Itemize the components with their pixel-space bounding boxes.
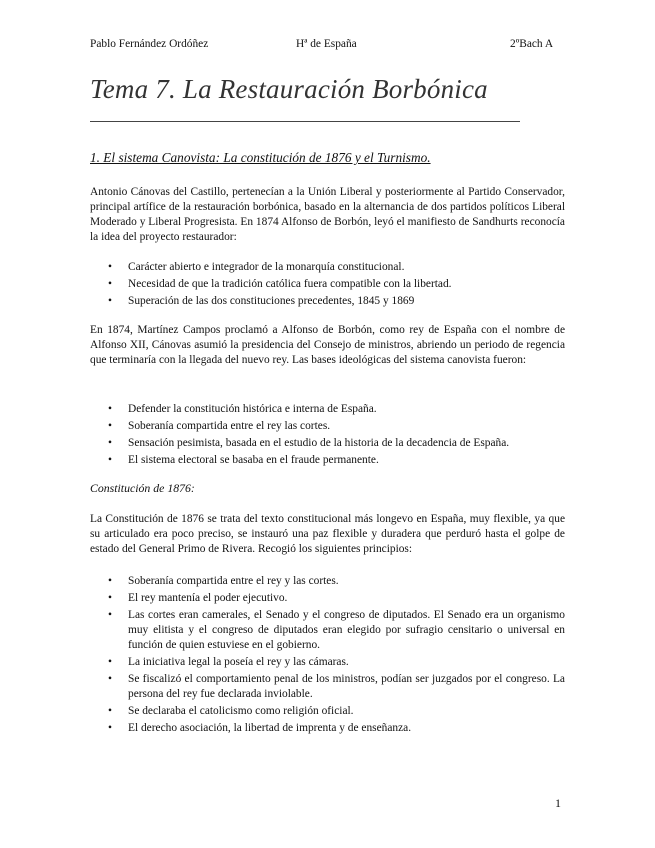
bullet-list-manifesto <box>90 260 565 311</box>
list-item-text: Carácter abierto e integrador de la monarquía constitucional. <box>128 261 405 273</box>
subheading-constitution: Constitución de 1876: <box>90 481 195 495</box>
list-item-text: El rey mantenía el poder ejecutivo. <box>128 592 288 604</box>
list-item-text: El sistema electoral se basaba en el fraude permanente. <box>128 454 379 466</box>
header-course: 2ºBach A <box>510 38 554 50</box>
list-item-text: El derecho asociación, la libertad de imprenta y de enseñanza. <box>128 722 412 734</box>
bullet-icon: • <box>108 592 112 604</box>
bullet-icon: • <box>108 673 112 685</box>
list-item <box>90 574 565 589</box>
bullet-icon: • <box>108 656 112 668</box>
list-item <box>90 277 565 292</box>
list-item-text: Superación de las dos constituciones precedentes, 1845 y 1869 <box>128 295 415 307</box>
page-title: Tema 7. La Restauración Borbónica <box>90 74 488 104</box>
bullet-icon: • <box>108 295 112 307</box>
paragraph-intro: Antonio Cánovas del Castillo, pertenecían a la Unión Liberal y posteriormente al Partido Conservador, principal artífice de la restauración borbónica, basado en la alternancia de dos partidos políticos Liberal Moderado y Liberal Progresista. En 1874 Alfonso de Borbón, leyó el manifiesto de Sandhurts reconocía la idea del proyecto restaurador: <box>90 186 565 243</box>
list-item <box>90 294 565 309</box>
list-item-text: Sensación pesimista, basada en el estudio de la historia de la decadencia de España. <box>128 437 510 449</box>
title-divider <box>90 121 520 122</box>
bullet-icon: • <box>108 454 112 466</box>
header-subject: Hª de España <box>296 38 357 50</box>
list-item <box>90 704 565 719</box>
list-item-text: Se declaraba el catolicismo como religión oficial. <box>128 705 354 717</box>
bullet-list-principles <box>90 574 565 738</box>
bullet-icon: • <box>108 403 112 415</box>
list-item-text: Defender la constitución histórica e interna de España. <box>128 403 377 415</box>
bullet-icon: • <box>108 278 112 290</box>
paragraph-proclamation: En 1874, Martínez Campos proclamó a Alfonso de Borbón, como rey de España con el nombre de Alfonso XII, Cánovas asumió la presidencia del Consejo de ministros, abriendo un periodo de regencia que terminaría con la llegada del nuevo rey. Las bases ideológicas del sistema canovista fueron: <box>90 324 565 366</box>
list-item <box>90 436 565 451</box>
list-item <box>90 402 565 417</box>
bullet-list-ideological-bases <box>90 402 565 470</box>
list-item-text: Soberanía compartida entre el rey y las cortes. <box>128 575 339 587</box>
paragraph-constitution: La Constitución de 1876 se trata del texto constitucional más longevo en España, muy flexible, ya que su articulado era poco preciso, se instauró una paz flexible y duradera que perduró hasta el golpe de estado del General Primo de Rivera. Recogió los siguientes principios: <box>90 513 565 555</box>
bullet-icon: • <box>108 609 112 621</box>
bullet-icon: • <box>108 437 112 449</box>
list-item <box>90 453 565 468</box>
bullet-icon: • <box>108 705 112 717</box>
list-item-text: Se fiscalizó el comportamiento penal de los ministros, podían ser juzgados por el congreso. La persona del rey fue declarada inviolable. <box>128 673 565 700</box>
bullet-icon: • <box>108 261 112 273</box>
list-item <box>90 591 565 606</box>
bullet-icon: • <box>108 575 112 587</box>
bullet-icon: • <box>108 420 112 432</box>
list-item-text: Necesidad de que la tradición católica fuera compatible con la libertad. <box>128 278 452 290</box>
section-title: 1. El sistema Canovista: La constitución de 1876 y el Turnismo. <box>90 150 431 165</box>
list-item <box>90 672 565 702</box>
list-item-text: Las cortes eran camerales, el Senado y el congreso de diputados. El Senado era un organismo muy elitista y el congreso de diputados eran elegido por sufragio censitario o universal en función de quien estuviese en el gobierno. <box>128 609 565 651</box>
header-author: Pablo Fernández Ordóñez <box>90 38 209 50</box>
list-item-text: Soberanía compartida entre el rey las cortes. <box>128 420 331 432</box>
list-item <box>90 260 565 275</box>
list-item-text: La iniciativa legal la poseía el rey y las cámaras. <box>128 656 349 668</box>
list-item <box>90 608 565 653</box>
list-item <box>90 721 565 736</box>
bullet-icon: • <box>108 722 112 734</box>
page-number: 1 <box>555 796 561 810</box>
list-item <box>90 655 565 670</box>
list-item <box>90 419 565 434</box>
